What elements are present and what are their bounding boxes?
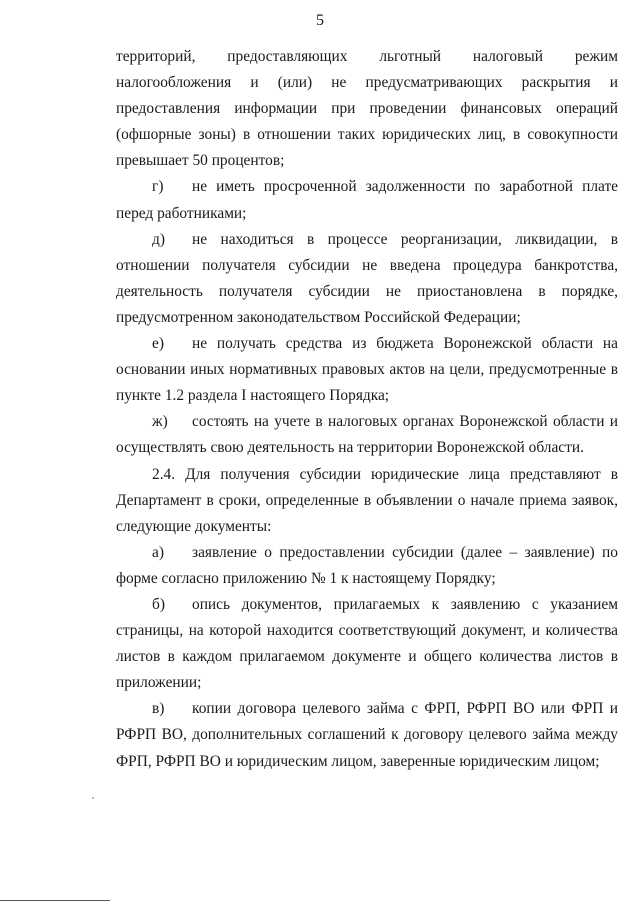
paragraph-text: заявление о предоставлении субсидии (далее – заявление) по форме согласно приложению № 1 к настоящему Порядку; xyxy=(116,543,618,587)
list-marker: д) xyxy=(152,230,165,248)
list-item-b xyxy=(116,592,618,696)
page-number: 5 xyxy=(316,12,324,29)
list-item-zh xyxy=(116,409,618,461)
paragraph-text: не получать средства из бюджета Воронежской области на основании иных нормативных правовых актов на цели, предусмотренные в пункте 1.2 раздела I настоящего Порядка; xyxy=(116,335,618,405)
paragraph-text: копии договора целевого займа с ФРП, РФРП ВО или ФРП и РФРП ВО, дополнительных соглашений к договору целевого займа между ФРП, РФРП ВО и юридическим лицом, заверенные юридическим лицом; xyxy=(116,700,618,770)
paragraph-text: опись документов, прилагаемых к заявлению с указанием страницы, на которой находится соответствующий документ, и количества листов в каждом прилагаемом документе и общего количества листов в приложении; xyxy=(116,595,618,692)
list-marker: е) xyxy=(152,335,164,353)
list-item-g xyxy=(116,174,618,226)
paragraph-text: состоять на учете в налоговых органах Воронежской области и осуществлять свою деятельность на территории Воронежской области. xyxy=(116,413,618,457)
paragraph-continuation xyxy=(116,44,618,174)
list-item-a xyxy=(116,540,618,592)
list-marker: а) xyxy=(152,543,164,561)
list-marker: ж) xyxy=(152,413,168,431)
list-item-e xyxy=(116,331,618,409)
paragraph-text: не находиться в процессе реорганизации, ликвидации, в отношении получателя субсидии не введена процедура банкротства, деятельность получателя субсидии не приостановлена в порядке, предусмотренном законодательством Российской Федерации; xyxy=(116,230,618,326)
list-item-d xyxy=(116,227,618,331)
scan-speck xyxy=(92,797,94,799)
paragraph-text: не иметь просроченной задолженности по заработной плате перед работниками; xyxy=(116,178,618,222)
list-marker: б) xyxy=(152,595,165,613)
paragraph-text: 2.4. Для получения субсидии юридические лица представляют в Департамент в сроки, определенные в объявлении о начале приема заявок, следующие документы: xyxy=(116,465,618,535)
list-marker: в) xyxy=(152,700,165,718)
document-body xyxy=(116,44,618,775)
list-item-v xyxy=(116,696,618,774)
paragraph-text: территорий, предоставляющих льготный налоговый режим налогообложения и (или) не предусматривающих раскрытия и предоставления информации при проведении финансовых операций (офшорные зоны) в отношении таких юридических лиц, в совокупности превышает 50 процентов; xyxy=(116,48,618,170)
list-marker: г) xyxy=(152,178,164,196)
clause-2-4 xyxy=(116,462,618,540)
